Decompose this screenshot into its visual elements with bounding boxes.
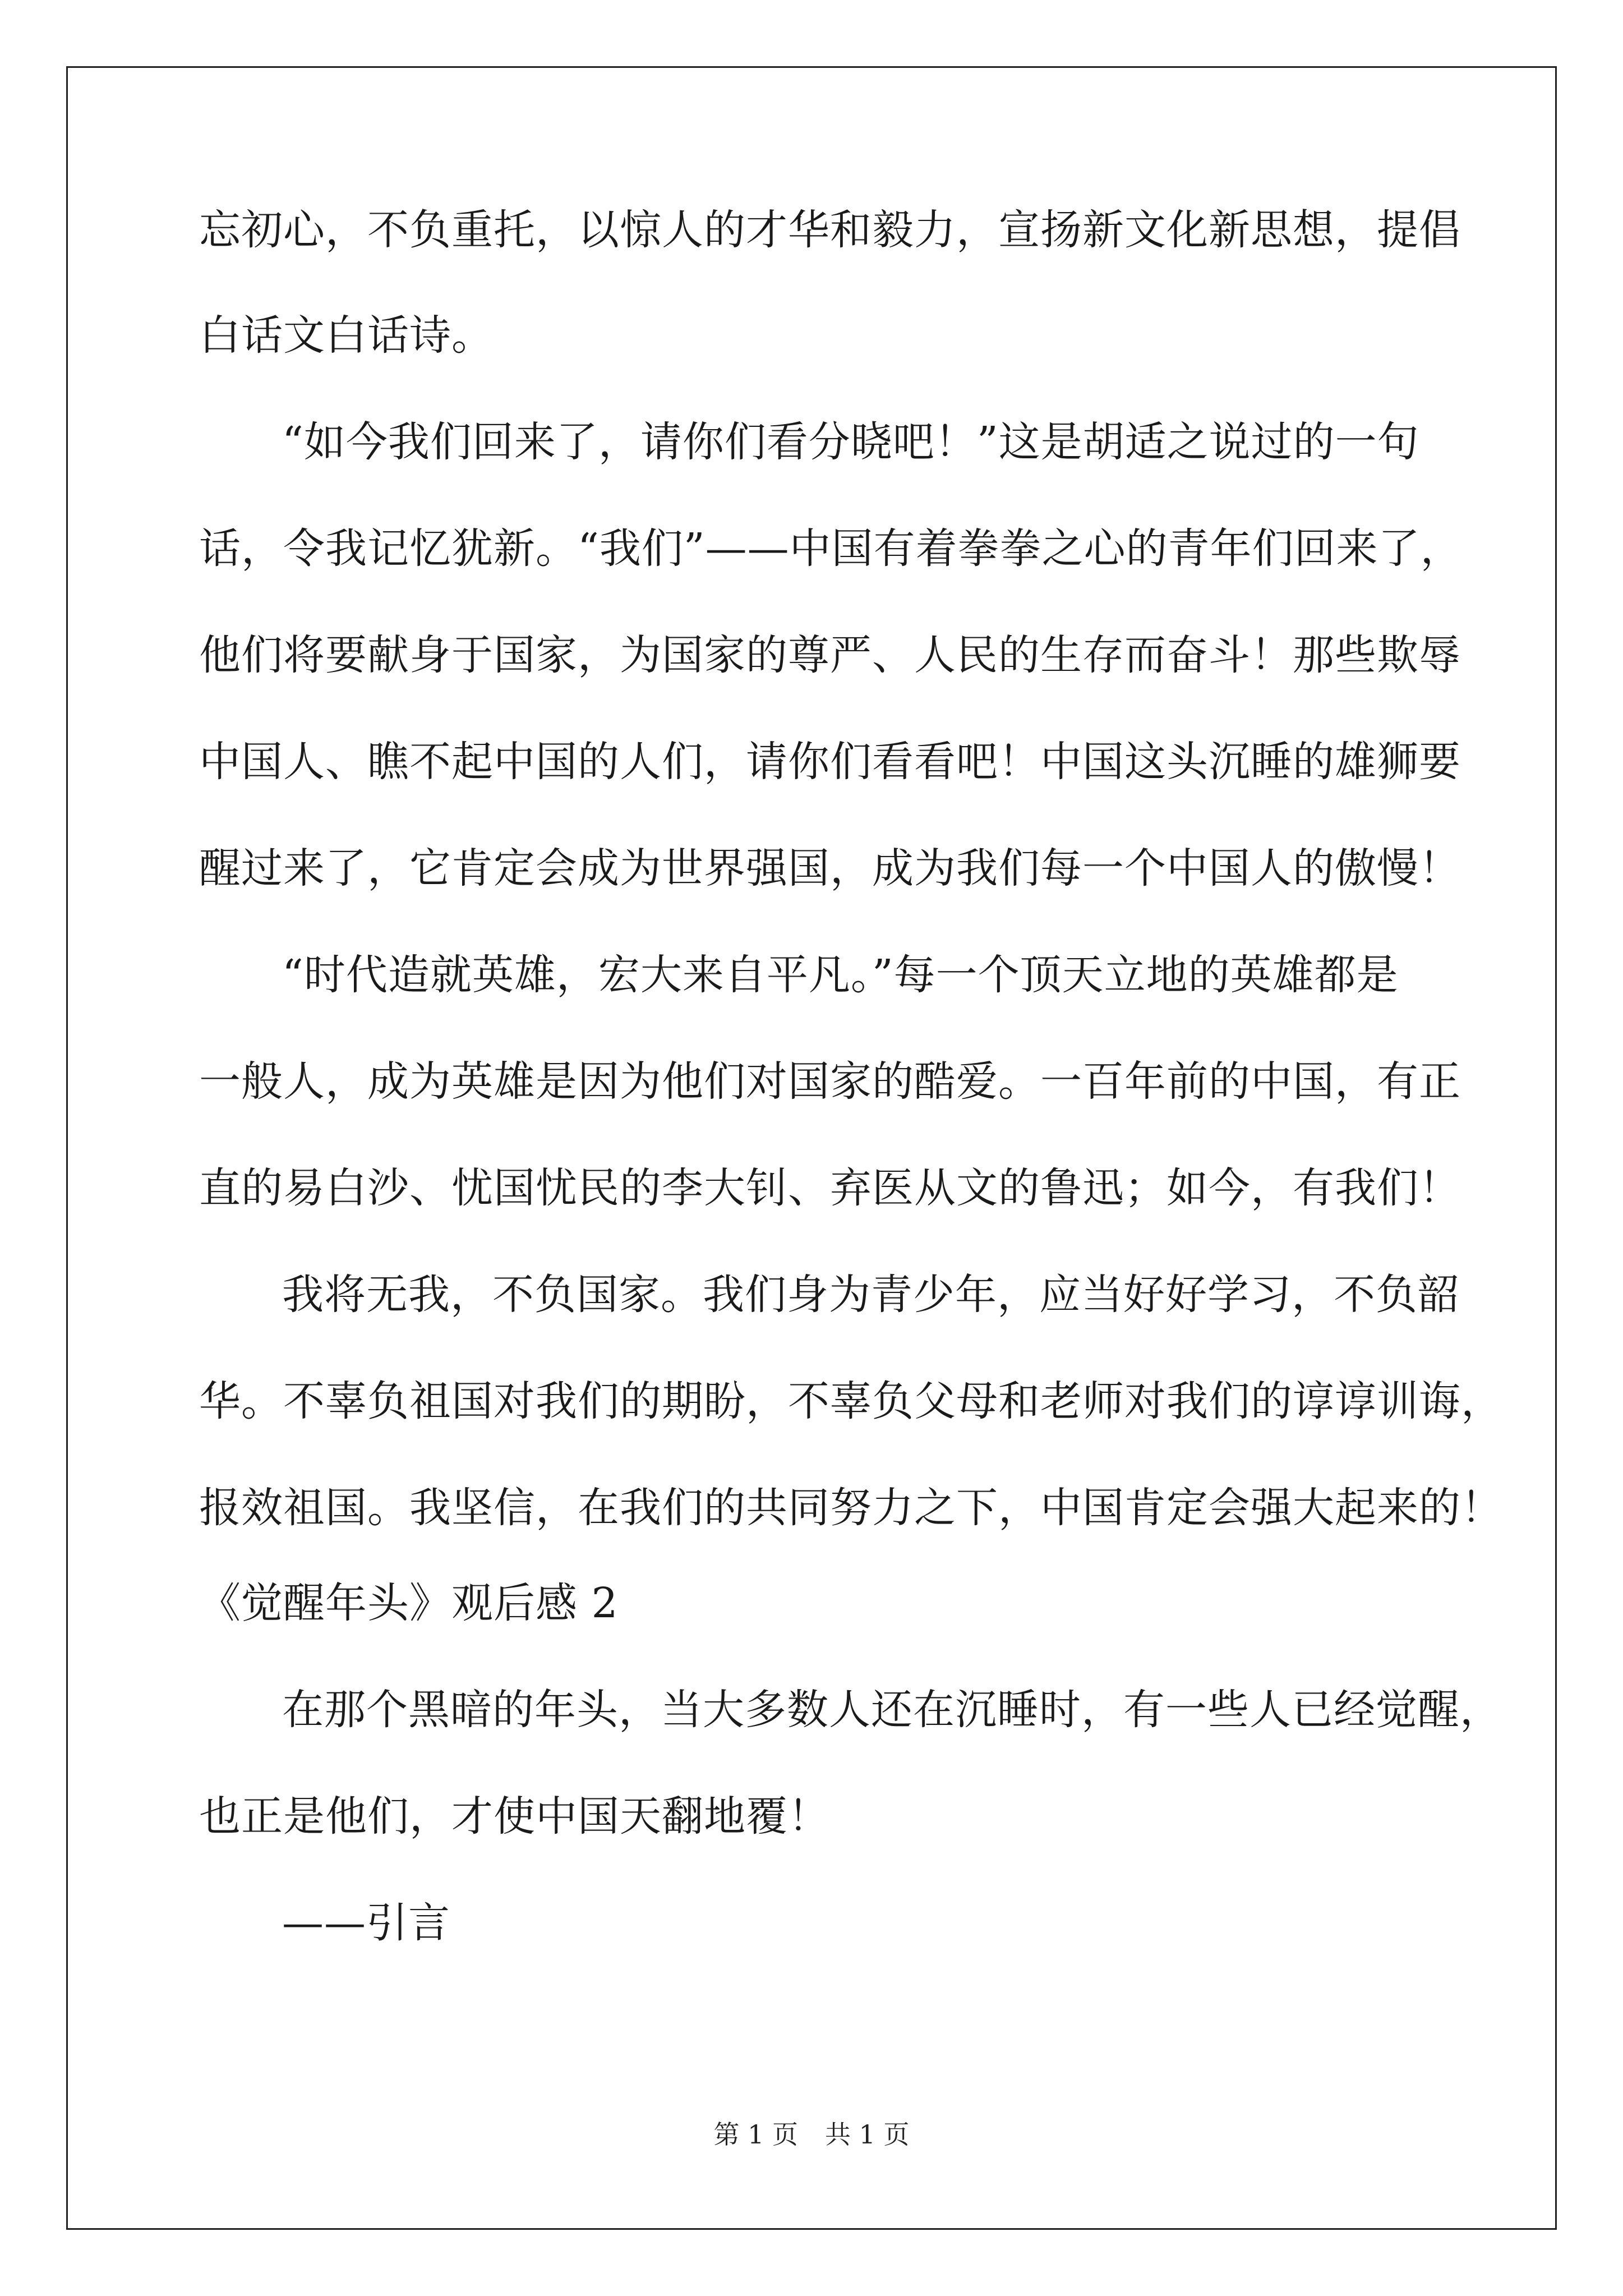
text-line: 直的易白沙、忧国忧民的李大钊、弃医从文的鲁迅；如今，有我们！ <box>199 1164 1461 1212</box>
text-line: 忘初心，不负重托，以惊人的才华和毅力，宣扬新文化新思想，提倡 <box>199 206 1461 254</box>
section-heading: 《觉醒年头》观后感 2 <box>199 1579 619 1627</box>
text-line: 中国人、瞧不起中国的人们，请你们看看吧！中国这头沉睡的雄狮要 <box>199 738 1461 786</box>
page-number: 第 1 页 <box>713 2119 798 2150</box>
text-line: 华。不辜负祖国对我们的期盼，不辜负父母和老师对我们的谆谆训诲， <box>199 1377 1503 1425</box>
text-line: 白话文白话诗。 <box>199 311 494 360</box>
paragraph-start: “时代造就英雄，宏大来自平凡。”每一个顶天立地的英雄都是 <box>282 951 1399 999</box>
text-line: 他们将要献身于国家，为国家的尊严、人民的生存而奋斗！那些欺辱 <box>199 631 1461 679</box>
text-line: 报效祖国。我坚信，在我们的共同努力之下，中国肯定会强大起来的！ <box>199 1484 1503 1532</box>
text-line: 话，令我记忆犹新。“我们”——中国有着拳拳之心的青年们回来了， <box>199 524 1463 573</box>
page-footer <box>0 2118 1623 2151</box>
text-line: 也正是他们，才使中国天翻地覆！ <box>199 1792 830 1841</box>
text-line: 一般人，成为英雄是因为他们对国家的酷爱。一百年前的中国，有正 <box>199 1057 1461 1106</box>
page-total: 共 1 页 <box>825 2119 910 2150</box>
quote-attribution: ——引言 <box>282 1899 450 1947</box>
paragraph-start: 我将无我，不负国家。我们身为青少年，应当好好学习，不负韶 <box>282 1271 1460 1319</box>
paragraph-start: “如今我们回来了，请你们看分晓吧！”这是胡适之说过的一句 <box>282 418 1419 466</box>
paragraph-start: 在那个黑暗的年头，当大多数人还在沉睡时，有一些人已经觉醒， <box>282 1686 1502 1734</box>
text-line: 醒过来了，它肯定会成为世界强国，成为我们每一个中国人的傲慢！ <box>199 844 1461 892</box>
